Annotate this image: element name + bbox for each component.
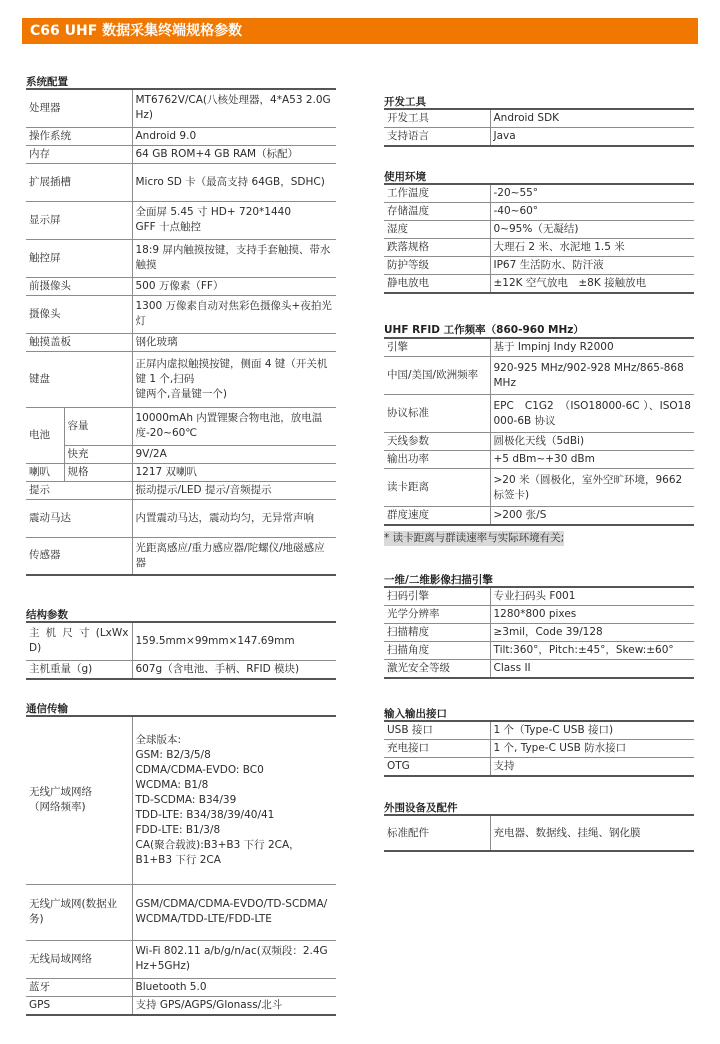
spec-key: 震动马达 [26, 499, 132, 537]
spec-key: 键盘 [26, 351, 132, 407]
table-row [384, 128, 694, 147]
spec-key: 处理器 [26, 89, 132, 127]
spec-value: GSM/CDMA/CDMA-EVDO/TD-SCDMA/WCDMA/TDD-LTE/FDD-LTE [132, 884, 336, 940]
spec-key: 电池 [26, 407, 64, 463]
io-table [384, 720, 694, 777]
table-row [384, 433, 694, 451]
env-table [384, 183, 694, 294]
spec-key: 群度速度 [384, 507, 490, 526]
spec-value: 全球版本: GSM: B2/3/5/8 CDMA/CDMA-EVDO: BC0 WCDMA: B1/8 TD-SCDMA: B34/39 TDD-LTE: B34/38/39/40/41 FDD-LTE: B1/3/8 CA(聚合载波):B3+B3 下行 2CA， B1+B3 下行 2CA [132, 716, 336, 884]
spec-value: 支持 GPS/AGPS/Glonass/北斗 [132, 996, 336, 1015]
spec-subkey: 规格 [64, 463, 132, 481]
spec-key: 引擎 [384, 338, 490, 357]
spec-key: 主 机 尺 寸 (LxWxD) [26, 622, 132, 660]
spec-key: 蓝牙 [26, 978, 132, 996]
section-devtools-heading: 开发工具 [384, 96, 426, 108]
spec-key: 触摸盖板 [26, 333, 132, 351]
spec-value: IP67 生活防水、防汗液 [490, 257, 694, 275]
spec-value: 1300 万像素自动对焦彩色摄像头+夜拍光灯 [132, 295, 336, 333]
spec-value: 正屏内虚拟触摸按键，侧面 4 键（开关机键 1 个,扫码 键两个,音量键一个) [132, 351, 336, 407]
spec-value: EPC C1G2 （ISO18000-6C ）、ISO18000-6B 协议 [490, 395, 694, 433]
table-row [384, 239, 694, 257]
spec-value: Tilt:360°，Pitch:±45°，Skew:±60° [490, 642, 694, 660]
spec-value: 光距离感应/重力感应器/陀螺仪/地磁感应器 [132, 537, 336, 575]
table-row [384, 338, 694, 357]
table-row [26, 996, 336, 1015]
spec-key: 天线参数 [384, 433, 490, 451]
table-row [26, 978, 336, 996]
table-row [384, 109, 694, 128]
spec-key: 读卡距离 [384, 469, 490, 507]
table-row [26, 201, 336, 239]
spec-key: 工作温度 [384, 184, 490, 203]
spec-key: 提示 [26, 481, 132, 499]
spec-key: 喇叭 [26, 463, 64, 481]
table-row [384, 660, 694, 679]
table-row [26, 407, 336, 445]
spec-value: 基于 Impinj Indy R2000 [490, 338, 694, 357]
spec-value: -40~60° [490, 203, 694, 221]
spec-value: Micro SD 卡（最高支持 64GB，SDHC) [132, 163, 336, 201]
spec-value: Android 9.0 [132, 127, 336, 145]
scan-table [384, 586, 694, 679]
spec-value: 920-925 MHz/902-928 MHz/865-868 MHz [490, 357, 694, 395]
devtools-table [384, 108, 694, 147]
spec-key: GPS [26, 996, 132, 1015]
table-row [384, 642, 694, 660]
spec-key: 中国/美国/欧洲频率 [384, 357, 490, 395]
table-row [384, 184, 694, 203]
table-row [26, 333, 336, 351]
table-row [384, 587, 694, 606]
spec-value: 1 个（Type-C USB 接口) [490, 721, 694, 740]
spec-key: 光学分辨率 [384, 606, 490, 624]
spec-key: 协议标准 [384, 395, 490, 433]
table-row [26, 537, 336, 575]
table-row [384, 275, 694, 294]
table-row [26, 622, 336, 660]
section-scan-heading: 一维/二维影像扫描引擎 [384, 574, 493, 586]
spec-key: 内存 [26, 145, 132, 163]
uhf-table [384, 337, 694, 526]
system-table [26, 88, 336, 576]
spec-value: 大理石 2 米、水泥地 1.5 米 [490, 239, 694, 257]
spec-value: 10000mAh 内置锂聚合物电池，放电温度-20~60℃ [132, 407, 336, 445]
uhf-footnote: * 读卡距离与群读速率与实际环境有关; [384, 532, 565, 544]
table-row [26, 127, 336, 145]
table-row [384, 606, 694, 624]
spec-value: 圆极化天线（5dBi) [490, 433, 694, 451]
spec-key: 湿度 [384, 221, 490, 239]
spec-key: 扩展插槽 [26, 163, 132, 201]
spec-key: 静电放电 [384, 275, 490, 294]
table-row [384, 203, 694, 221]
table-row [384, 721, 694, 740]
spec-value: 1217 双喇叭 [132, 463, 336, 481]
spec-key: 开发工具 [384, 109, 490, 128]
table-row [26, 89, 336, 127]
spec-value: Wi-Fi 802.11 a/b/g/n/ac(双频段：2.4GHz+5GHz) [132, 940, 336, 978]
spec-value: >20 米（圆极化，室外空旷环境，9662 标签卡) [490, 469, 694, 507]
table-row [26, 145, 336, 163]
table-row [26, 295, 336, 333]
table-row [26, 277, 336, 295]
table-row [384, 257, 694, 275]
table-row [26, 884, 336, 940]
table-row [384, 451, 694, 469]
spec-value: 607g（含电池、手柄、RFID 模块) [132, 660, 336, 679]
spec-value: 钢化玻璃 [132, 333, 336, 351]
table-row [26, 499, 336, 537]
spec-key: 无线广域网(数据业务) [26, 884, 132, 940]
spec-key: 传感器 [26, 537, 132, 575]
spec-subkey: 快充 [64, 445, 132, 463]
section-comm-heading: 通信传输 [26, 703, 68, 715]
section-uhf-heading: UHF RFID 工作频率（860-960 MHz） [384, 324, 584, 336]
page-title: C66 UHF 数据采集终端规格参数 [22, 18, 698, 44]
section-acc-heading: 外围设备及配件 [384, 802, 458, 814]
structure-table [26, 621, 336, 680]
spec-key: 扫描角度 [384, 642, 490, 660]
spec-key: 操作系统 [26, 127, 132, 145]
table-row [384, 624, 694, 642]
table-row [26, 239, 336, 277]
spec-value: Class II [490, 660, 694, 679]
spec-key: 显示屏 [26, 201, 132, 239]
spec-key: 充电接口 [384, 740, 490, 758]
table-row [26, 481, 336, 499]
section-io-heading: 输入输出接口 [384, 708, 447, 720]
section-structure-heading: 结构参数 [26, 609, 68, 621]
spec-value: ≥3mil，Code 39/128 [490, 624, 694, 642]
spec-key: 存储温度 [384, 203, 490, 221]
spec-value: 内置震动马达，震动均匀，无异常声响 [132, 499, 336, 537]
table-row [384, 357, 694, 395]
spec-key: 支持语言 [384, 128, 490, 147]
table-row [384, 815, 694, 851]
spec-value: 充电器、数据线、挂绳、钢化膜 [490, 815, 694, 851]
table-row [26, 445, 336, 463]
table-row [384, 507, 694, 526]
table-row [384, 395, 694, 433]
spec-key: 摄像头 [26, 295, 132, 333]
spec-value: 专业扫码头 F001 [490, 587, 694, 606]
spec-value: 9V/2A [132, 445, 336, 463]
table-row [26, 716, 336, 884]
table-row [26, 351, 336, 407]
spec-value: Java [490, 128, 694, 147]
spec-key: USB 接口 [384, 721, 490, 740]
spec-key: 无线广域网络 （网络频率) [26, 716, 132, 884]
spec-value: 1280*800 pixes [490, 606, 694, 624]
spec-value: 振动提示/LED 提示/音频提示 [132, 481, 336, 499]
comm-table [26, 715, 336, 1016]
spec-key: 扫描精度 [384, 624, 490, 642]
table-row [26, 163, 336, 201]
spec-value: ±12K 空气放电 ±8K 接触放电 [490, 275, 694, 294]
spec-value: 1 个, Type-C USB 防水接口 [490, 740, 694, 758]
spec-value: Bluetooth 5.0 [132, 978, 336, 996]
table-row [384, 221, 694, 239]
spec-key: 输出功率 [384, 451, 490, 469]
spec-key: 跌落规格 [384, 239, 490, 257]
table-row [384, 758, 694, 777]
spec-key: OTG [384, 758, 490, 777]
spec-key: 激光安全等级 [384, 660, 490, 679]
spec-value: Android SDK [490, 109, 694, 128]
spec-value: 159.5mm×99mm×147.69mm [132, 622, 336, 660]
spec-value: -20~55° [490, 184, 694, 203]
table-row [26, 463, 336, 481]
section-env-heading: 使用环境 [384, 171, 426, 183]
spec-value: 500 万像素（FF） [132, 277, 336, 295]
spec-value: >200 张/S [490, 507, 694, 526]
table-row [26, 660, 336, 679]
table-row [26, 940, 336, 978]
table-row [384, 740, 694, 758]
spec-value: MT6762V/CA(八核处理器，4*A53 2.0GHz) [132, 89, 336, 127]
spec-key: 扫码引擎 [384, 587, 490, 606]
spec-key: 无线局域网络 [26, 940, 132, 978]
section-system-heading: 系统配置 [26, 76, 68, 88]
spec-value: +5 dBm~+30 dBm [490, 451, 694, 469]
spec-key: 防护等级 [384, 257, 490, 275]
spec-value: 64 GB ROM+4 GB RAM（标配） [132, 145, 336, 163]
spec-subkey: 容量 [64, 407, 132, 445]
spec-key: 触控屏 [26, 239, 132, 277]
spec-key: 主机重量（g) [26, 660, 132, 679]
spec-key: 标准配件 [384, 815, 490, 851]
spec-value: 18:9 屏内触摸按键，支持手套触摸、带水触摸 [132, 239, 336, 277]
acc-table [384, 814, 694, 852]
table-row [384, 469, 694, 507]
spec-value: 0~95%（无凝结) [490, 221, 694, 239]
spec-value: 全面屏 5.45 寸 HD+ 720*1440 GFF 十点触控 [132, 201, 336, 239]
spec-key: 前摄像头 [26, 277, 132, 295]
spec-value: 支持 [490, 758, 694, 777]
